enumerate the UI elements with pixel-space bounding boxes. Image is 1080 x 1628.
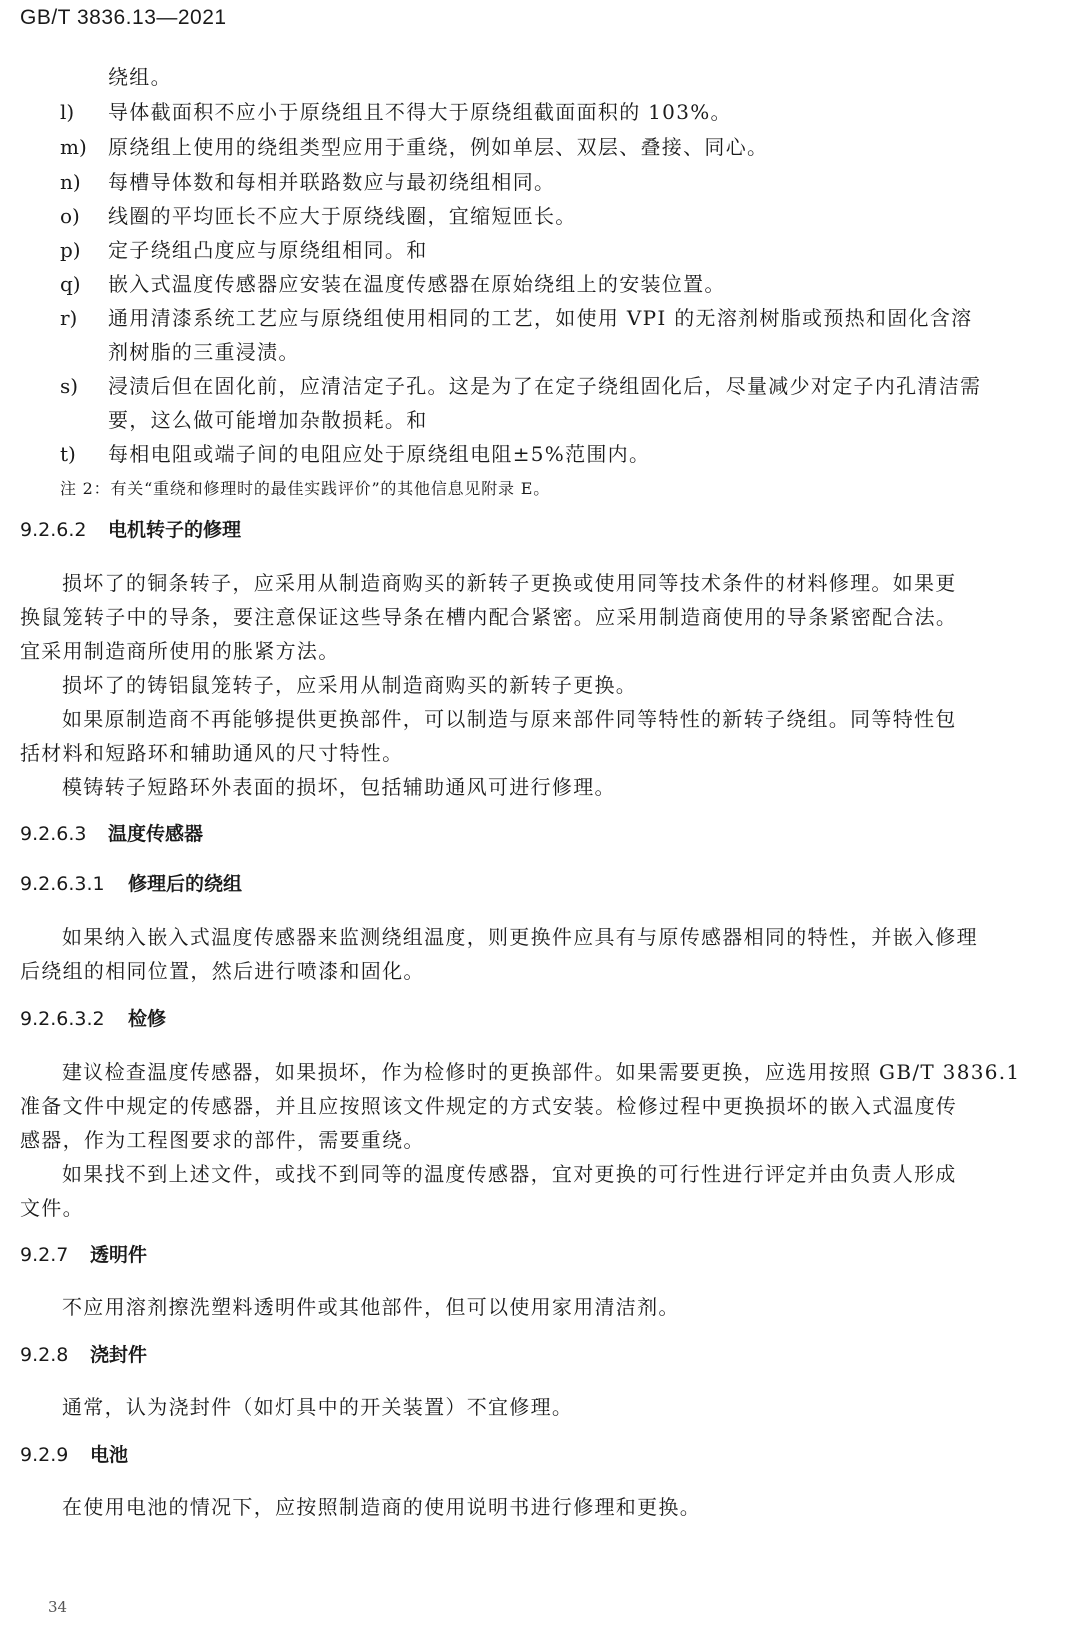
section-number: 9.2.9 bbox=[20, 1444, 69, 1466]
list-label-r: r) bbox=[60, 306, 78, 330]
page-number: 34 bbox=[48, 1598, 68, 1616]
section-number: 9.2.8 bbox=[20, 1344, 69, 1366]
section-heading-929 bbox=[20, 1440, 128, 1470]
paragraph-line: 损坏了的铸铝鼠笼转子，应采用从制造商购买的新转子更换。 bbox=[62, 673, 638, 697]
list-label-s: s) bbox=[60, 374, 79, 398]
section-title: 电池 bbox=[90, 1444, 129, 1466]
paragraph-line: 准备文件中规定的传感器，并且应按照该文件规定的方式安装。检修过程中更换损坏的嵌入式温度传 bbox=[20, 1094, 958, 1118]
note-2: 注 2：有关“重绕和修理时的最佳实践评价”的其他信息见附录 E。 bbox=[60, 479, 550, 498]
list-item-t-line: 每相电阻或端子间的电阻应处于原绕组电阻±5%范围内。 bbox=[108, 442, 651, 466]
document-header: GB/T 3836.13—2021 bbox=[20, 6, 227, 29]
list-label-p: p) bbox=[60, 238, 81, 262]
paragraph-line: 如果原制造商不再能够提供更换部件，可以制造与原来部件同等特性的新转子绕组。同等特性包 bbox=[62, 707, 957, 731]
paragraph-line: 通常，认为浇封件（如灯具中的开关装置）不宜修理。 bbox=[62, 1395, 574, 1419]
list-item-r-line-2: 剂树脂的三重浸渍。 bbox=[108, 340, 300, 364]
section-heading-928 bbox=[20, 1340, 147, 1370]
section-heading-927 bbox=[20, 1240, 147, 1270]
paragraph-line: 如果找不到上述文件，或找不到同等的温度传感器，宜对更换的可行性进行评定并由负责人形成 bbox=[62, 1162, 957, 1186]
list-item-n-line: 每槽导体数和每相并联路数应与最初绕组相同。 bbox=[108, 170, 556, 194]
section-number: 9.2.6.3.2 bbox=[20, 1008, 105, 1030]
section-number: 9.2.6.2 bbox=[20, 519, 87, 541]
section-number: 9.2.6.3.1 bbox=[20, 873, 105, 895]
section-title: 修理后的绕组 bbox=[128, 873, 243, 895]
paragraph-line: 感器，作为工程图要求的部件，需要重绕。 bbox=[20, 1128, 425, 1152]
paragraph-line: 损坏了的铜条转子，应采用从制造商购买的新转子更换或使用同等技术条件的材料修理。如果更 bbox=[62, 571, 957, 595]
paragraph-line: 换鼠笼转子中的导条，要注意保证这些导条在槽内配合紧密。应采用制造商使用的导条紧密配合法。 bbox=[20, 605, 958, 629]
list-label-l: l) bbox=[60, 100, 75, 124]
paragraph-line: 括材料和短路环和辅助通风的尺寸特性。 bbox=[20, 741, 404, 765]
paragraph-line: 在使用电池的情况下，应按照制造商的使用说明书进行修理和更换。 bbox=[62, 1495, 701, 1519]
list-item-o-line: 线圈的平均匝长不应大于原绕线圈，宜缩短匝长。 bbox=[108, 204, 577, 228]
section-title: 浇封件 bbox=[90, 1344, 148, 1366]
section-heading-9263 bbox=[20, 819, 203, 849]
paragraph-line: 模铸转子短路环外表面的损坏，包括辅助通风可进行修理。 bbox=[62, 775, 616, 799]
paragraph-line: 后绕组的相同位置，然后进行喷漆和固化。 bbox=[20, 959, 425, 983]
list-item-r-line-1: 通用清漆系统工艺应与原绕组使用相同的工艺，如使用 VPI 的无溶剂树脂或预热和固化含溶 bbox=[108, 306, 973, 330]
list-item-m-line: 原绕组上使用的绕组类型应用于重绕，例如单层、双层、叠接、同心。 bbox=[108, 135, 769, 159]
list-label-o: o) bbox=[60, 204, 80, 228]
list-label-m: m) bbox=[60, 135, 87, 159]
paragraph-line: 文件。 bbox=[20, 1196, 84, 1220]
list-item-l-line: 导体截面积不应小于原绕组且不得大于原绕组截面面积的 103%。 bbox=[108, 100, 732, 124]
list-item-q-line: 嵌入式温度传感器应安装在温度传感器在原始绕组上的安装位置。 bbox=[108, 272, 726, 296]
list-item-s-line-1: 浸渍后但在固化前，应清洁定子孔。这是为了在定子绕组固化后，尽量减少对定子内孔清洁需 bbox=[108, 374, 982, 398]
section-number: 9.2.6.3 bbox=[20, 823, 87, 845]
list-item-s-line-2: 要，这么做可能增加杂散损耗。和 bbox=[108, 408, 428, 432]
list-item-p-line: 定子绕组凸度应与原绕组相同。和 bbox=[108, 238, 428, 262]
paragraph-line: 如果纳入嵌入式温度传感器来监测绕组温度，则更换件应具有与原传感器相同的特性，并嵌入修理 bbox=[62, 925, 978, 949]
paragraph-line: 建议检查温度传感器，如果损坏，作为检修时的更换部件。如果需要更换，应选用按照 GB/T 3836.1 bbox=[62, 1060, 1021, 1084]
paragraph-line: 不应用溶剂擦洗塑料透明件或其他部件，但可以使用家用清洁剂。 bbox=[62, 1295, 680, 1319]
section-title: 温度传感器 bbox=[108, 823, 204, 845]
paragraph-line: 宜采用制造商所使用的胀紧方法。 bbox=[20, 639, 340, 663]
section-number: 9.2.7 bbox=[20, 1244, 69, 1266]
section-title: 检修 bbox=[128, 1008, 167, 1030]
continuation-text: 绕组。 bbox=[108, 65, 172, 89]
list-label-q: q) bbox=[60, 272, 81, 296]
section-title: 电机转子的修理 bbox=[108, 519, 242, 541]
section-title: 透明件 bbox=[90, 1244, 148, 1266]
section-heading-9262 bbox=[20, 515, 241, 545]
section-heading-92632 bbox=[20, 1004, 166, 1034]
list-label-n: n) bbox=[60, 170, 81, 194]
list-label-t: t) bbox=[60, 442, 76, 466]
section-heading-92631 bbox=[20, 869, 242, 899]
